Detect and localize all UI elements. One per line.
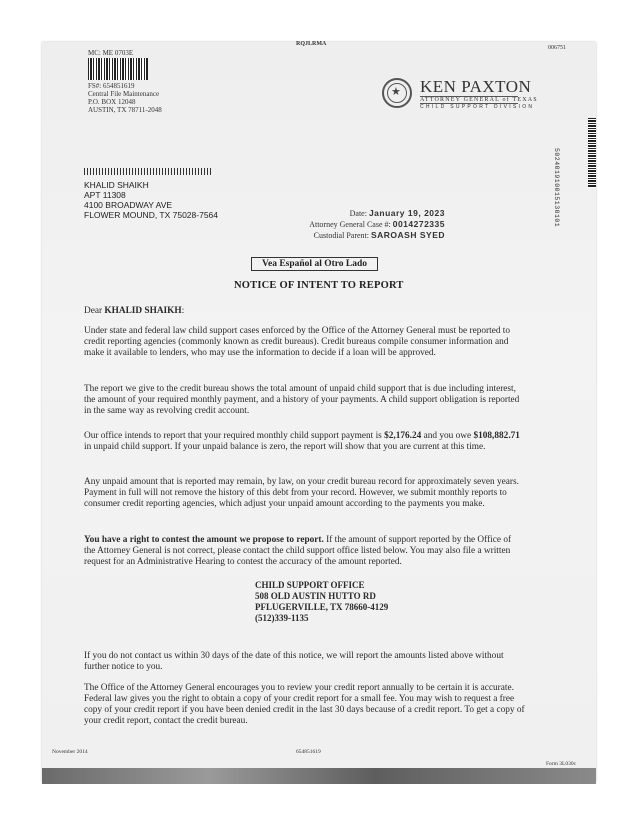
footer-date: November 2014	[52, 749, 88, 755]
p3-text-a: Our office intends to report that your required monthly child support payment is	[84, 431, 385, 441]
recipient-line: 4100 BROADWAY AVE	[84, 200, 173, 210]
greeting-name: KHALID SHAIKH	[104, 306, 182, 316]
paragraph-6: If you do not contact us within 30 days of the date of this notice, we will report the amounts listed above without further notice to you.	[84, 651, 504, 672]
mc-code: MC: ME 0703E	[88, 49, 134, 57]
top-right-code: 006751	[548, 45, 566, 51]
recipient-line: KHALID SHAIKH	[84, 180, 149, 190]
side-barcode-image	[588, 118, 596, 188]
parent-label: Custodial Parent:	[313, 231, 369, 240]
notice-title: NOTICE OF INTENT TO REPORT	[234, 280, 404, 291]
case-number: 0014272335	[392, 219, 445, 229]
agency-line2: CHILD SUPPORT DIVISION	[420, 104, 535, 110]
return-address-line: Central File Maintenance	[88, 90, 160, 98]
postal-barcode-image	[84, 168, 212, 175]
return-address-line: AUSTIN, TX 78711-2048	[88, 106, 162, 114]
spanish-notice-box: Vea Español al Otro Lado	[251, 257, 378, 271]
p3-text-b: and you owe	[421, 431, 474, 441]
greeting-text: Dear	[84, 306, 105, 316]
unpaid-amount: $108,882.71	[473, 431, 520, 441]
office-line: CHILD SUPPORT OFFICE	[255, 580, 365, 590]
barcode-image	[88, 58, 148, 80]
footer-code: 654851619	[296, 749, 321, 755]
greeting-colon: :	[181, 306, 185, 316]
office-line: (512)339-1135	[255, 613, 309, 623]
side-code: 502401910015130101	[553, 148, 560, 228]
top-center-code: RQJLRMA	[296, 41, 327, 47]
greeting	[84, 306, 184, 317]
case-info	[280, 208, 445, 241]
return-address-line: FS#: 654851619	[88, 82, 135, 90]
p3-text-c: in unpaid child support. If your unpaid balance is zero, the report will show that you are current at this time.	[84, 442, 486, 452]
child-support-office	[255, 580, 388, 624]
footer-form: Form 3L030c	[546, 761, 577, 767]
date-value: January 19, 2023	[368, 208, 445, 218]
paragraph-4: Any unpaid amount that is reported may remain, by law, on your credit bureau record for approximately seven years. Payment in full will not remove the history of this debt from your record. However, we submit monthly reports to consumer credit reporting agencies, which adjust your unpaid amount according to the payments you make.	[84, 477, 519, 509]
agency-name: KEN PAXTON	[420, 77, 532, 96]
paragraph-3	[84, 431, 524, 453]
recipient-line: APT 11308	[84, 190, 126, 200]
recipient-address	[84, 180, 218, 220]
paragraph-7: The Office of the Attorney General encourages you to review your credit report annually to be certain it is accurate. Federal law gives you the right to obtain a copy of your credit report for a small fee. You may wish to request a free copy of your credit report if you have been denied credit in the last 30 days because of a credit report. To get a copy of your credit report, contact the credit bureau.	[84, 683, 525, 726]
date-label: Date:	[349, 209, 367, 218]
case-label: Attorney General Case #:	[309, 220, 391, 229]
contest-right-bold: You have a right to contest the amount we propose to report.	[84, 535, 324, 545]
paragraph-1: Under state and federal law child support cases enforced by the Office of the Attorney General must be reported to credit reporting agencies (commonly known as credit bureaus). Credit bureaus compile consumer information and make it available to lenders, who may use the information to decide if a loan will be approved.	[84, 326, 511, 358]
paragraph-2: The report we give to the credit bureau shows the total amount of unpaid child support that is due including interest, the amount of your required monthly payment, and a history of your payments. A child support obligation is reported in the same way as revolving credit account.	[84, 384, 520, 416]
office-line: 508 OLD AUSTIN HUTTO RD	[255, 591, 376, 601]
return-address	[88, 82, 162, 114]
paragraph-5	[84, 535, 524, 568]
p5-text: If the amount of support reported by the Office of the Attorney General is not correct, please contact the child support office listed below. You may also file a written request for an Administrative Hearing to contest the accuracy of the amount reported.	[84, 535, 512, 567]
background-shadow	[42, 768, 596, 784]
custodial-parent: SAROASH SYED	[370, 230, 445, 240]
office-line: PFLUGERVILLE, TX 78660-4129	[255, 602, 389, 612]
agency-line1: ATTORNEY GENERAL of TEXAS	[420, 97, 538, 103]
recipient-line: FLOWER MOUND, TX 75028-7564	[84, 210, 218, 220]
state-seal-icon	[382, 78, 412, 108]
return-address-line: P.O. BOX 12048	[88, 98, 136, 106]
monthly-payment-amount: $2,176.24	[384, 431, 422, 441]
